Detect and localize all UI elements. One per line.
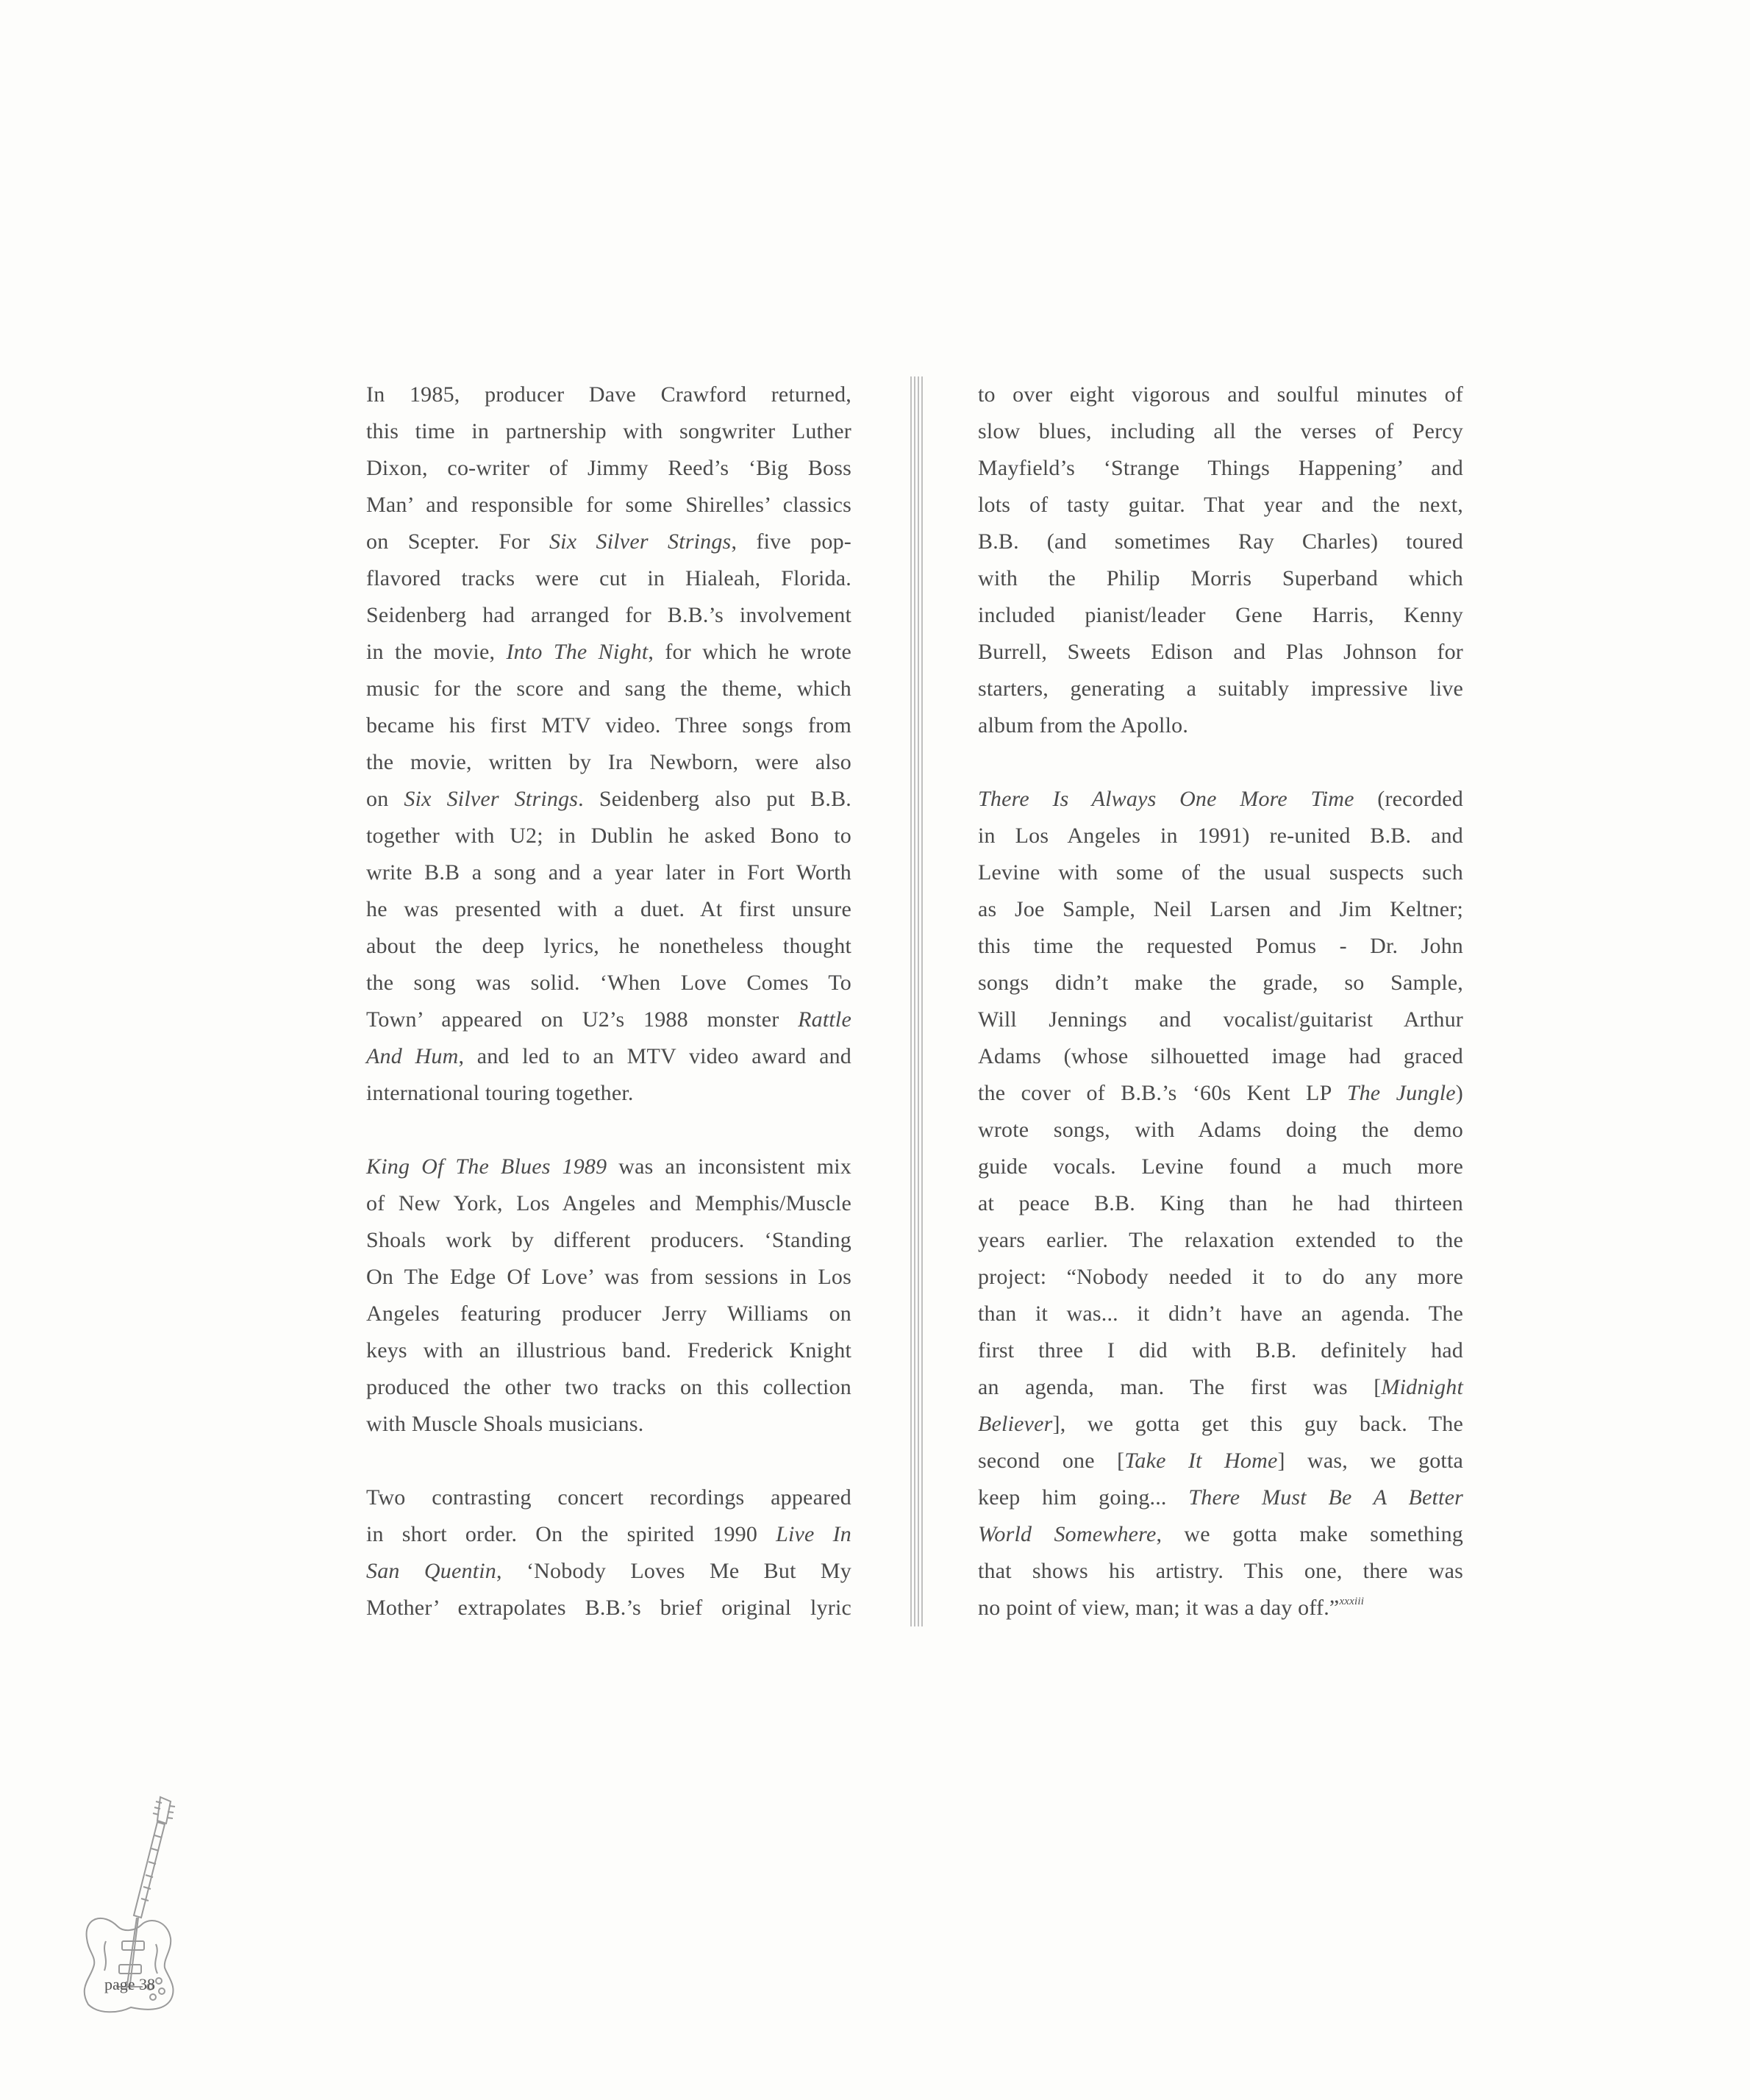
text-run: , for which he wrote <box>648 640 851 664</box>
album-title: Six Silver Strings <box>404 787 579 811</box>
text-run: keep him going... <box>978 1485 1189 1510</box>
text-run: , ‘Nobody Loves Me But My <box>496 1559 851 1583</box>
text-line <box>366 524 851 560</box>
text-line: lots of tasty guitar. That year and the next, <box>978 493 1463 517</box>
text-line: write B.B a song and a year later in Fort Worth <box>366 860 851 885</box>
text-run: Town’ appeared on U2’s 1988 monster <box>366 1007 799 1032</box>
text-line <box>366 781 851 818</box>
album-title: San Quentin <box>366 1559 496 1583</box>
text-line: that shows his artistry. This one, there was <box>978 1559 1463 1583</box>
text-line: album from the Apollo. <box>978 713 1189 738</box>
paragraph-continued-san-quentin <box>978 376 1463 744</box>
left-column <box>366 376 851 1626</box>
text-line: Burrell, Sweets Edison and Plas Johnson for <box>978 640 1463 664</box>
text-line: about the deep lyrics, he nonetheless thought <box>366 934 851 958</box>
album-title: There Must Be A Better <box>1188 1485 1463 1510</box>
movie-title: Into The Night <box>506 640 649 664</box>
album-title: King Of The Blues 1989 <box>366 1154 607 1179</box>
text-line: Angeles featuring producer Jerry Williams on <box>366 1301 851 1326</box>
text-line <box>366 1516 851 1553</box>
text-line: music for the score and sang the theme, which <box>366 676 851 701</box>
text-line: at peace B.B. King than he had thirteen <box>978 1191 1463 1215</box>
text-line: flavored tracks were cut in Hialeah, Florida. <box>366 566 851 590</box>
text-line: than it was... it didn’t have an agenda. The <box>978 1301 1463 1326</box>
text-run: (recorded <box>1354 787 1463 811</box>
album-title: And Hum <box>366 1044 459 1068</box>
text-line <box>366 634 851 671</box>
text-line: Mayfield’s ‘Strange Things Happening’ and <box>978 456 1463 480</box>
text-line: with the Philip Morris Superband which <box>978 566 1463 590</box>
text-line: to over eight vigorous and soulful minutes of <box>978 382 1463 407</box>
text-line <box>978 1406 1463 1443</box>
text-run: second one [ <box>978 1449 1125 1473</box>
paragraph-king-of-the-blues <box>366 1149 851 1443</box>
text-line <box>366 1001 851 1038</box>
text-line <box>366 1149 851 1185</box>
text-line <box>978 1369 1463 1406</box>
text-run: no point of view, man; it was a day off.” <box>978 1596 1340 1620</box>
paragraph-concert-recordings <box>366 1479 851 1626</box>
text-line: the song was solid. ‘When Love Comes To <box>366 971 851 995</box>
text-run: was an inconsistent mix <box>607 1154 851 1179</box>
text-line: songs didn’t make the grade, so Sample, <box>978 971 1463 995</box>
text-run: . Seidenberg also put B.B. <box>578 787 852 811</box>
text-line: he was presented with a duet. At first unsure <box>366 897 851 921</box>
text-line <box>978 1075 1463 1112</box>
album-title: There Is Always One More Time <box>978 787 1354 811</box>
text-line: wrote songs, with Adams doing the demo <box>978 1118 1463 1142</box>
text-line: international touring together. <box>366 1081 634 1105</box>
text-line <box>366 1038 851 1075</box>
text-line <box>978 1443 1463 1479</box>
text-line <box>366 1553 851 1590</box>
album-title: Rattle <box>798 1007 851 1032</box>
text-run: the cover of B.B.’s ‘60s Kent LP <box>978 1081 1347 1105</box>
text-run: , we gotta make something <box>1156 1522 1463 1546</box>
text-line: starters, generating a suitably impressive live <box>978 676 1463 701</box>
text-line: Levine with some of the usual suspects such <box>978 860 1463 885</box>
text-line <box>978 1590 1463 1626</box>
text-line: On The Edge Of Love’ was from sessions in Los <box>366 1265 851 1289</box>
text-line <box>978 781 1463 818</box>
text-run: on <box>366 787 404 811</box>
text-run: in short order. On the spirited 1990 <box>366 1522 776 1546</box>
text-line: B.B. (and sometimes Ray Charles) toured <box>978 529 1463 554</box>
text-line: in Los Angeles in 1991) re-united B.B. and <box>978 824 1463 848</box>
text-line: Two contrasting concert recordings appeared <box>366 1485 851 1510</box>
column-divider <box>910 376 924 1626</box>
text-line: Dixon, co-writer of Jimmy Reed’s ‘Big Boss <box>366 456 851 480</box>
text-run: in the movie, <box>366 640 507 664</box>
text-line: together with U2; in Dublin he asked Bono to <box>366 824 851 848</box>
text-line: this time in partnership with songwriter Luther <box>366 419 851 443</box>
text-run: ] was, we gotta <box>1277 1449 1463 1473</box>
album-title: Live In <box>776 1522 851 1546</box>
text-run: , and led to an MTV video award and <box>458 1044 851 1068</box>
text-line: included pianist/leader Gene Harris, Kenny <box>978 603 1463 627</box>
text-line: produced the other two tracks on this collection <box>366 1375 851 1399</box>
text-line: this time the requested Pomus - Dr. John <box>978 934 1463 958</box>
album-title: Take It Home <box>1124 1449 1278 1473</box>
right-column <box>978 376 1463 1626</box>
text-run: an agenda, man. The first was [ <box>978 1375 1382 1399</box>
text-run: ], we gotta get this guy back. The <box>1052 1412 1463 1436</box>
album-title: The Jungle <box>1346 1081 1456 1105</box>
text-line: Shoals work by different producers. ‘Standing <box>366 1228 851 1252</box>
text-line: years earlier. The relaxation extended to the <box>978 1228 1463 1252</box>
album-title: Believer <box>978 1412 1053 1436</box>
album-title: Midnight <box>1381 1375 1463 1399</box>
text-line <box>978 1516 1463 1553</box>
text-line: of New York, Los Angeles and Memphis/Muscle <box>366 1191 851 1215</box>
text-line: Seidenberg had arranged for B.B.’s involvement <box>366 603 851 627</box>
footnote-ref: xxxiii <box>1339 1596 1365 1607</box>
album-title: World Somewhere <box>978 1522 1157 1546</box>
text-line: with Muscle Shoals musicians. <box>366 1412 644 1436</box>
text-line: keys with an illustrious band. Frederick Knight <box>366 1338 851 1362</box>
text-line: Man’ and responsible for some Shirelles’ classics <box>366 493 851 517</box>
text-line: Will Jennings and vocalist/guitarist Arthur <box>978 1007 1463 1032</box>
text-line <box>978 1479 1463 1516</box>
text-line: In 1985, producer Dave Crawford returned, <box>366 382 851 407</box>
text-run: ) <box>1455 1081 1463 1105</box>
paragraph-1985-crawford <box>366 376 851 1112</box>
text-line: the movie, written by Ira Newborn, were also <box>366 750 851 774</box>
text-line: as Joe Sample, Neil Larsen and Jim Keltner; <box>978 897 1463 921</box>
text-line: Adams (whose silhouetted image had graced <box>978 1044 1463 1068</box>
album-title: Six Silver Strings <box>549 529 732 554</box>
text-run: on Scepter. For <box>366 529 549 554</box>
text-run: , five pop- <box>731 529 851 554</box>
paragraph-one-more-time <box>978 781 1463 1626</box>
text-line: first three I did with B.B. definitely had <box>978 1338 1463 1362</box>
text-line: Mother’ extrapolates B.B.’s brief original lyric <box>366 1596 851 1620</box>
text-line: became his first MTV video. Three songs from <box>366 713 851 738</box>
text-line: guide vocals. Levine found a much more <box>978 1154 1463 1179</box>
text-line: slow blues, including all the verses of Percy <box>978 419 1463 443</box>
text-line: project: “Nobody needed it to do any more <box>978 1265 1463 1289</box>
page-number: page 38 <box>104 1975 156 1993</box>
